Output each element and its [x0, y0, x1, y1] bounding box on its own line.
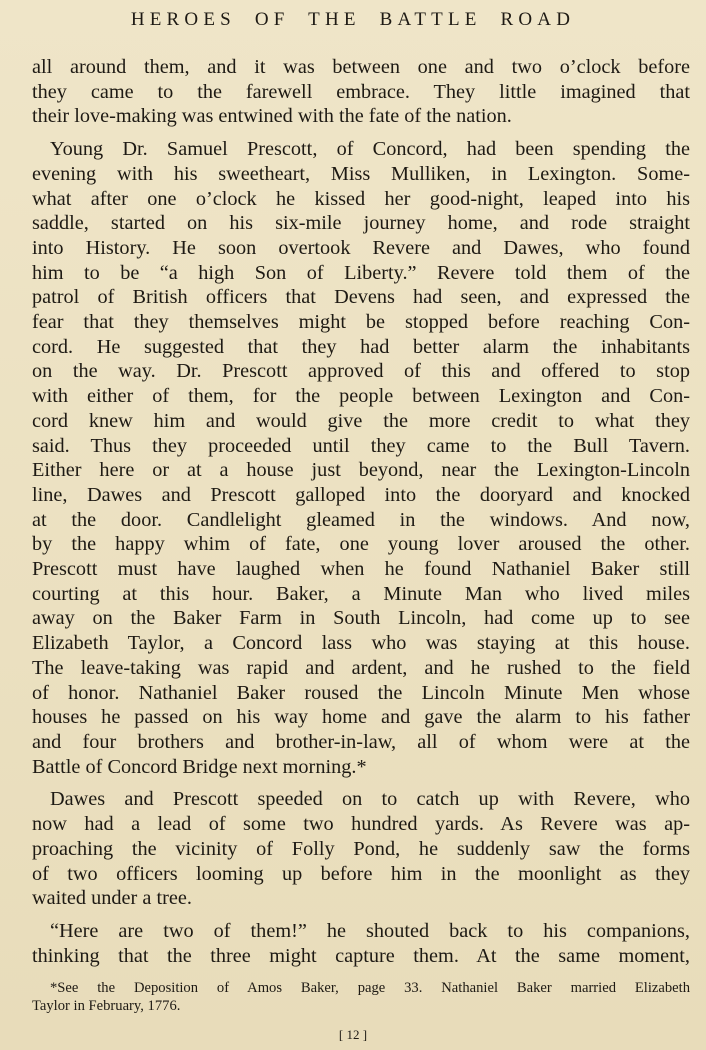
text-line: at the door. Candlelight gleamed in the windows. And now,: [32, 508, 690, 531]
text-line: Battle of Concord Bridge next morning.*: [32, 755, 367, 778]
text-line: “Here are two of them!” he shouted back to his companions,: [50, 919, 690, 942]
text-line: Elizabeth Taylor, a Concord lass who was staying at this house.: [32, 632, 690, 655]
text-line: away on the Baker Farm in South Lincoln, had come up to see: [32, 607, 690, 630]
paragraph-gap: [32, 911, 690, 919]
text-line: Dawes and Prescott speeded on to catch up with Revere, who: [50, 788, 690, 811]
text-line: now had a lead of some two hundred yards. As Revere was ap-: [32, 813, 690, 836]
text-line: Prescott must have laughed when he found Nathaniel Baker still: [32, 558, 690, 581]
body-text: [32, 55, 690, 968]
text-line: houses he passed on his way home and gave the alarm to his father: [32, 706, 690, 729]
text-line: of two officers looming up before him in the moonlight as they: [32, 862, 690, 885]
page-number: [ 12 ]: [338, 1027, 368, 1042]
text-line: what after one o’clock he kissed her good-night, leaped into his: [32, 187, 690, 210]
footnote-line: Taylor in February, 1776.: [32, 998, 181, 1014]
text-line: line, Dawes and Prescott galloped into the dooryard and knocked: [32, 483, 690, 506]
running-head: HEROES OF THE BATTLE ROAD: [130, 9, 576, 30]
text-line: Either here or at a house just beyond, near the Lexington-Lincoln: [32, 459, 690, 482]
text-line: him to be “a high Son of Liberty.” Revere told them of the: [32, 261, 690, 284]
text-line: and four brothers and brother-in-law, all of whom were at the: [32, 730, 690, 753]
text-line: cord. He suggested that they had better alarm the inhabitants: [32, 335, 690, 358]
text-line: proaching the vicinity of Folly Pond, he suddenly saw the forms: [32, 837, 690, 860]
text-line: of honor. Nathaniel Baker roused the Lincoln Minute Men whose: [32, 681, 690, 704]
paragraph-2: [32, 137, 690, 779]
text-line: they came to the farewell embrace. They little imagined that: [32, 80, 690, 103]
paragraph-gap: [32, 129, 690, 137]
text-line: with either of them, for the people between Lexington and Con-: [32, 385, 690, 408]
paragraph-3: [32, 787, 690, 911]
text-line: courting at this hour. Baker, a Minute Man who lived miles: [32, 582, 690, 605]
footnote: [32, 979, 690, 1015]
text-line: Young Dr. Samuel Prescott, of Concord, had been spending the: [50, 138, 690, 161]
text-line: said. Thus they proceeded until they came to the Bull Tavern.: [32, 434, 690, 457]
text-line: all around them, and it was between one and two o’clock before: [32, 56, 690, 78]
text-line: evening with his sweetheart, Miss Mulliken, in Lexington. Some-: [32, 162, 690, 185]
text-line: cord knew him and would give the more credit to what they: [32, 409, 690, 432]
text-line: saddle, started on his six-mile journey home, and rode straight: [32, 212, 690, 235]
text-line: The leave-taking was rapid and ardent, and he rushed to the field: [32, 656, 690, 679]
text-line: into History. He soon overtook Revere and Dawes, who found: [32, 236, 690, 259]
paragraph-4: [32, 919, 690, 968]
paragraph-gap: [32, 779, 690, 787]
text-line: their love-making was entwined with the fate of the nation.: [32, 105, 512, 128]
text-line: patrol of British officers that Devens had seen, and expressed the: [32, 286, 690, 309]
text-line: fear that they themselves might be stopped before reaching Con-: [32, 311, 690, 334]
text-line: thinking that the three might capture them. At the same moment,: [32, 944, 690, 967]
text-line: waited under a tree.: [32, 887, 192, 910]
text-line: on the way. Dr. Prescott approved of this and offered to stop: [32, 360, 690, 383]
paragraph-1: [32, 55, 690, 129]
text-line: by the happy whim of fate, one young lover aroused the other.: [32, 533, 690, 556]
footnote-line: *See the Deposition of Amos Baker, page 33. Nathaniel Baker married Elizabeth: [50, 980, 690, 996]
